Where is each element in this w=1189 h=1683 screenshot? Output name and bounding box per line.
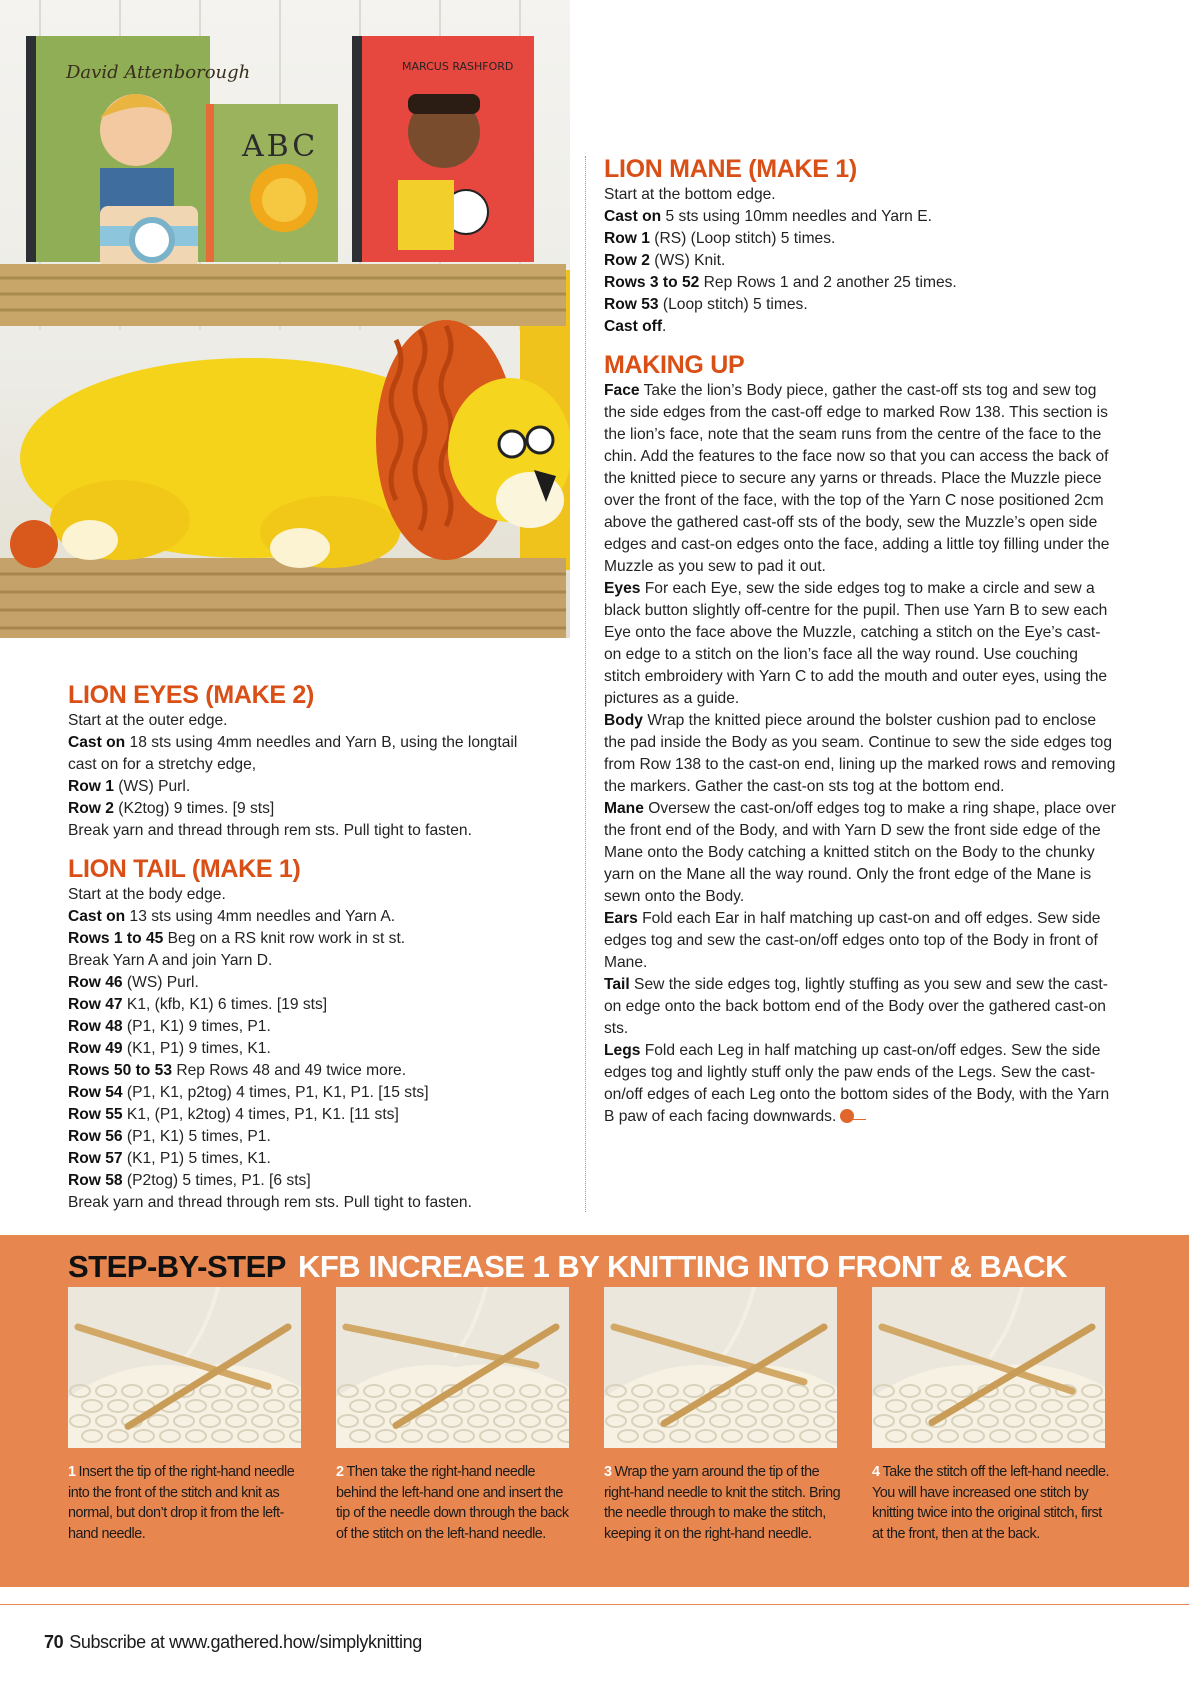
yarn-ball-end-icon <box>840 1109 854 1123</box>
instruction-line <box>68 972 548 994</box>
step-3-text: Wrap the yarn around the tip of the right-hand needle to knit the stitch. Bring the needle through to make the stitch, keeping it on the right-hand needle. <box>604 1464 841 1542</box>
kfb-technique-title: KFB INCREASE 1 BY KNITTING INTO FRONT & BACK <box>297 1249 1068 1284</box>
knitting-needles-illustration <box>604 1287 837 1448</box>
instruction-line <box>68 1016 548 1038</box>
instruction-line <box>68 906 548 928</box>
instruction-label: Rows 50 to 53 <box>68 1062 172 1079</box>
instruction-text: Break Yarn A and join Yarn D. <box>68 952 273 969</box>
step-1-number: 1 <box>68 1464 76 1480</box>
footer-rule <box>0 1604 1189 1605</box>
making-up-label: Tail <box>604 976 630 993</box>
step-1-text: Insert the tip of the right-hand needle into the front of the stitch and knit as normal, but don’t drop it from the left-hand needle. <box>68 1464 295 1542</box>
making-up-text: Wrap the knitted piece around the bolster cushion pad to enclose the pad inside the Body as you seam. Continue to sew the side edges tog from Row 138 to the cast-on end, lining up the marked rows and removing the markers. Gather the cast-on sts tog at the bottom end. <box>604 712 1116 795</box>
step-4-caption <box>872 1462 1110 1544</box>
instruction-line <box>68 1060 548 1082</box>
making-up-step <box>604 380 1116 578</box>
lion-tail-heading: LION TAIL (MAKE 1) <box>68 855 301 883</box>
lion-mane-heading: LION MANE (MAKE 1) <box>604 155 857 183</box>
instruction-line <box>68 884 548 906</box>
instruction-text: 18 sts using 4mm needles and Yarn B, using the longtail <box>125 734 518 751</box>
column-divider <box>585 156 586 1212</box>
instruction-label: Row 49 <box>68 1040 123 1057</box>
making-up-text: Fold each Ear in half matching up cast-on and off edges. Sew side edges tog and sew the cast-on/off edges onto top of the Body in front of Mane. <box>604 910 1101 971</box>
step-4-text: Take the stitch off the left-hand needle. You will have increased one stitch by knitting twice into the original stitch, first at the front, then at the back. <box>872 1464 1109 1542</box>
making-up-text: For each Eye, sew the side edges tog to make a circle and sew a black button slightly off-centre for the pupil. Then use Yarn B to sew each Eye onto the face above the Muzzle, catching a stitch on the Eye’s cast-on edge to a stitch on the lion’s face all the way round. Use couching stitch embroidery with Yarn C to add the mouth and outer eyes, using the pictures as a guide. <box>604 580 1108 707</box>
instruction-line <box>68 994 548 1016</box>
toy-camera <box>100 206 198 268</box>
instruction-text: 13 sts using 4mm needles and Yarn A. <box>125 908 396 925</box>
instruction-line <box>604 228 1116 250</box>
making-up-step <box>604 908 1116 974</box>
instruction-text: (K1, P1) 5 times, K1. <box>122 1150 271 1167</box>
instruction-label: Rows 3 to 52 <box>604 274 700 291</box>
instruction-line <box>68 928 548 950</box>
instruction-label: Rows 1 to 45 <box>68 930 164 947</box>
book1-author: David Attenborough <box>66 62 251 83</box>
instruction-line <box>604 316 1116 338</box>
lion-cushion-photo <box>0 0 570 638</box>
step-4-number: 4 <box>872 1464 880 1480</box>
making-up-step <box>604 578 1116 710</box>
instruction-line <box>68 798 548 820</box>
instruction-line <box>68 820 548 842</box>
instruction-line <box>68 754 548 776</box>
instruction-line <box>68 732 548 754</box>
instruction-line <box>68 1082 548 1104</box>
instruction-line <box>604 184 1116 206</box>
instruction-text: (P1, K1) 5 times, P1. <box>122 1128 271 1145</box>
instruction-line <box>68 1038 548 1060</box>
knitted-lion <box>10 320 570 568</box>
instruction-label: Row 47 <box>68 996 123 1013</box>
right-column <box>604 154 1116 1128</box>
instruction-label: Row 48 <box>68 1018 123 1035</box>
instruction-line <box>68 1104 548 1126</box>
step-2-caption <box>336 1462 574 1544</box>
step-2-photo <box>336 1287 569 1448</box>
instruction-line <box>68 710 548 732</box>
step-4-photo <box>872 1287 1105 1448</box>
instruction-label: Row 2 <box>68 800 114 817</box>
instruction-label: Row 54 <box>68 1084 123 1101</box>
step-3-caption <box>604 1462 842 1544</box>
making-up-step <box>604 974 1116 1040</box>
step-by-step-title <box>68 1249 1067 1285</box>
making-up-label: Mane <box>604 800 644 817</box>
photo-illustration <box>0 0 570 638</box>
making-up-text: Fold each Leg in half matching up cast-on/off edges. Sew the side edges tog and lightly stuff only the paw ends of the Legs. Sew the cast-on/off edges of each Leg onto the bottom sides of the Body, with the Yarn B paw of each facing downwards. <box>604 1042 1110 1125</box>
making-up-label: Legs <box>604 1042 641 1059</box>
making-up-label: Ears <box>604 910 638 927</box>
instruction-text: Start at the bottom edge. <box>604 186 776 203</box>
instruction-label: Cast on <box>68 734 126 751</box>
instruction-text: Start at the body edge. <box>68 886 226 903</box>
instruction-text: K1, (kfb, K1) 6 times. [19 sts] <box>122 996 328 1013</box>
instruction-line <box>604 250 1116 272</box>
making-up-label: Body <box>604 712 643 729</box>
instruction-label: Row 56 <box>68 1128 123 1145</box>
making-up-step <box>604 1040 1116 1128</box>
instruction-label: Row 2 <box>604 252 650 269</box>
instruction-label: Cast off <box>604 318 663 335</box>
instruction-text: . <box>662 318 667 335</box>
instruction-text: (WS) Knit. <box>649 252 726 269</box>
lion-tail-body <box>68 884 548 1214</box>
instruction-label: Cast on <box>68 908 126 925</box>
instruction-label: Row 57 <box>68 1150 123 1167</box>
step-1-photo <box>68 1287 301 1448</box>
making-up-text: Oversew the cast-on/off edges tog to make a ring shape, place over the front end of the Body, and with Yarn D sew the front side edge of the Mane onto the Body catching a knitted stitch on the Body to the chunky yarn on the Mane all the way round. Only the front edge of the Mane is sewn onto the Body. <box>604 800 1116 905</box>
instruction-line <box>68 1148 548 1170</box>
step-2-text: Then take the right-hand needle behind the left-hand one and insert the tip of the needle down through the back of the stitch on the left-hand needle. <box>336 1464 569 1542</box>
instruction-text: (Loop stitch) 5 times. <box>658 296 808 313</box>
instruction-label: Cast on <box>604 208 662 225</box>
instruction-text: (WS) Purl. <box>122 974 199 991</box>
page-footer <box>44 1631 422 1653</box>
instruction-text: Rep Rows 48 and 49 twice more. <box>172 1062 407 1079</box>
instruction-line <box>68 1192 548 1214</box>
step-by-step-label: STEP-BY-STEP <box>68 1249 286 1284</box>
book3-author: MARCUS RASHFORD <box>402 60 514 73</box>
step-1-caption <box>68 1462 306 1544</box>
making-up-step <box>604 710 1116 798</box>
instruction-line <box>68 776 548 798</box>
instruction-line <box>68 950 548 972</box>
instruction-text: Start at the outer edge. <box>68 712 228 729</box>
instruction-text: cast on for a stretchy edge, <box>68 756 257 773</box>
knitting-needles-illustration <box>68 1287 301 1448</box>
instruction-label: Row 58 <box>68 1172 123 1189</box>
making-up-heading: MAKING UP <box>604 351 745 379</box>
instruction-text: (K2tog) 9 times. [9 sts] <box>113 800 275 817</box>
lion-eyes-heading: LION EYES (MAKE 2) <box>68 681 315 709</box>
instruction-text: Break yarn and thread through rem sts. Pull tight to fasten. <box>68 822 472 839</box>
instruction-text: (P2tog) 5 times, P1. [6 sts] <box>122 1172 311 1189</box>
making-up-label: Eyes <box>604 580 641 597</box>
instruction-text: (K1, P1) 9 times, K1. <box>122 1040 271 1057</box>
instruction-text: Rep Rows 1 and 2 another 25 times. <box>699 274 957 291</box>
making-up-step <box>604 798 1116 908</box>
book-abc <box>206 104 338 262</box>
knitting-needles-illustration <box>336 1287 569 1448</box>
lion-mane-body <box>604 184 1116 338</box>
instruction-text: Beg on a RS knit row work in st st. <box>163 930 406 947</box>
lion-eyes-body <box>68 710 548 842</box>
instruction-line <box>604 294 1116 316</box>
instruction-text: (WS) Purl. <box>113 778 191 795</box>
instruction-text: (RS) (Loop stitch) 5 times. <box>649 230 836 247</box>
instruction-text: K1, (P1, k2tog) 4 times, P1, K1. [11 sts] <box>122 1106 399 1123</box>
step-2-number: 2 <box>336 1464 344 1480</box>
page-number: 70 <box>44 1632 64 1652</box>
book-red <box>352 36 534 262</box>
making-up-text: Take the lion’s Body piece, gather the cast-off sts tog and sew tog the side edges from the cast-off edge to marked Row 138. This section is the lion’s face, note that the seam runs from the centre of the face to the chin. Add the features to the face now so that you can access the back of the knitted piece to secure any yarns or threads. Place the Muzzle piece over the front of the face, with the top of the Yarn C nose positioned 2cm above the gathered cast-off sts of the body, sew the Muzzle’s open side edges and cast-on edges onto the face, adding a little toy filling under the Muzzle as you sew to pad it out. <box>604 382 1110 575</box>
left-column <box>68 680 548 1214</box>
making-up-body <box>604 380 1116 1128</box>
instruction-text: Break yarn and thread through rem sts. Pull tight to fasten. <box>68 1194 472 1211</box>
instruction-text: (P1, K1) 9 times, P1. <box>122 1018 271 1035</box>
instruction-text: (P1, K1, p2tog) 4 times, P1, K1, P1. [15 sts] <box>122 1084 429 1101</box>
step-3-photo <box>604 1287 837 1448</box>
instruction-label: Row 1 <box>604 230 650 247</box>
knitting-needles-illustration <box>872 1287 1105 1448</box>
step-3-number: 3 <box>604 1464 612 1480</box>
book2-title: ABC <box>242 129 319 164</box>
instruction-line <box>68 1126 548 1148</box>
instruction-line <box>604 206 1116 228</box>
instruction-label: Row 53 <box>604 296 659 313</box>
instruction-label: Row 1 <box>68 778 114 795</box>
making-up-label: Face <box>604 382 640 399</box>
subscribe-link[interactable]: Subscribe at www.gathered.how/simplyknitting <box>69 1632 422 1652</box>
instruction-line <box>68 1170 548 1192</box>
making-up-text: Sew the side edges tog, lightly stuffing as you sew and sew the cast-on edge onto the back bottom end of the Body over the gathered cast-on sts. <box>604 976 1108 1037</box>
instruction-label: Row 55 <box>68 1106 123 1123</box>
instruction-text: 5 sts using 10mm needles and Yarn E. <box>661 208 932 225</box>
instruction-line <box>604 272 1116 294</box>
instruction-label: Row 46 <box>68 974 123 991</box>
